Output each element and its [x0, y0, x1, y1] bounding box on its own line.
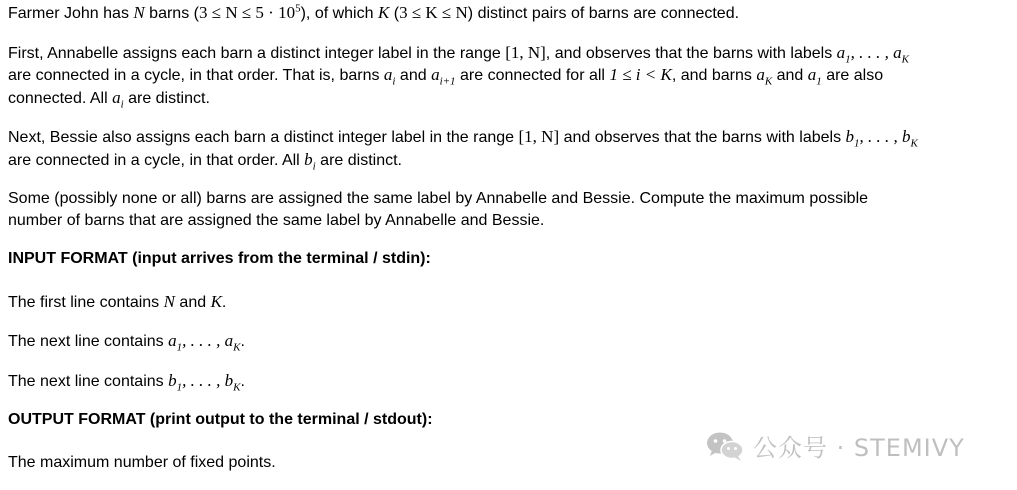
watermark-text: 公众号 · STEMIVY [753, 434, 965, 462]
math-ai: $a_i$ [383, 65, 396, 88]
math-bi: $b_i$ [304, 149, 316, 172]
math-seq-a: $a_1$, . . . , $a_K$ [836, 42, 909, 65]
paragraph-bessie: Next, Bessie also assigns each barn a distinct integer label in the range [1, N] and observes that the barns with labels $b_1$, . . . , $b_K$ are connected in a cycle, in that order. All $b_i$ are distinct. [8, 127, 918, 172]
paragraph-task: Some (possibly none or all) barns are assigned the same label by Annabelle and Bessie. Compute the maximum possible number of barns that are assigned the same label by Annabelle and Bessie. [8, 190, 869, 229]
input-format-heading: INPUT FORMAT (input arrives from the terminal / stdin): [8, 250, 431, 267]
problem-statement [8, 2, 1008, 490]
math-range: [1, N] [505, 42, 546, 62]
math-N: N [133, 3, 145, 22]
wechat-icon [705, 430, 745, 462]
math-aK: $a_K$ [756, 65, 773, 88]
math-cond: 1 ≤ i < K [609, 65, 672, 84]
text: ) distinct pairs of barns are connected. [467, 5, 740, 22]
input-line-2: The next line contains $a_1$, . . . , $a_K$. [8, 331, 245, 354]
math-range: [1, N] [518, 127, 560, 146]
math-a1: $a_1$ [807, 65, 822, 88]
watermark [705, 428, 965, 463]
math-range-K: 3 ≤ K ≤ N [399, 3, 468, 22]
text: Farmer John has [8, 5, 134, 22]
output-format-heading: OUTPUT FORMAT (print output to the terminal / stdout): [8, 411, 433, 428]
math-ai1: $a_{i+1}$ [431, 65, 456, 88]
output-line-1: The maximum number of fixed points. [8, 453, 276, 471]
text: ), of which [300, 5, 378, 22]
input-line-3: The next line contains $b_1$, . . . , $b_K$. [8, 370, 245, 393]
input-line-1: The first line contains N and K. [8, 291, 227, 311]
paragraph-annabelle: First, Annabelle assigns each barn a distinct integer label in the range [1, N], and observes that the barns with labels $a_1$, . . . , $a_K$ are connected in a cycle, in that order. That is, barns $a_i$ and $a_{i+1}$ are connected for all 1 ≤ i < K, and barns $a_K$ and $a_1$ are also connected. All $a_i$ are distinct. [8, 42, 909, 110]
math-seq-b: $b_1$, . . . , $b_K$ [845, 127, 918, 150]
paragraph-intro [8, 2, 1008, 25]
math-range-N: $3 \le N \le 5 \cdot 10^5$ [198, 2, 301, 22]
text: ( [389, 5, 400, 22]
math-ai-distinct: $a_i$ [112, 87, 124, 110]
math-K: K [377, 3, 390, 22]
text: barns ( [144, 5, 199, 22]
